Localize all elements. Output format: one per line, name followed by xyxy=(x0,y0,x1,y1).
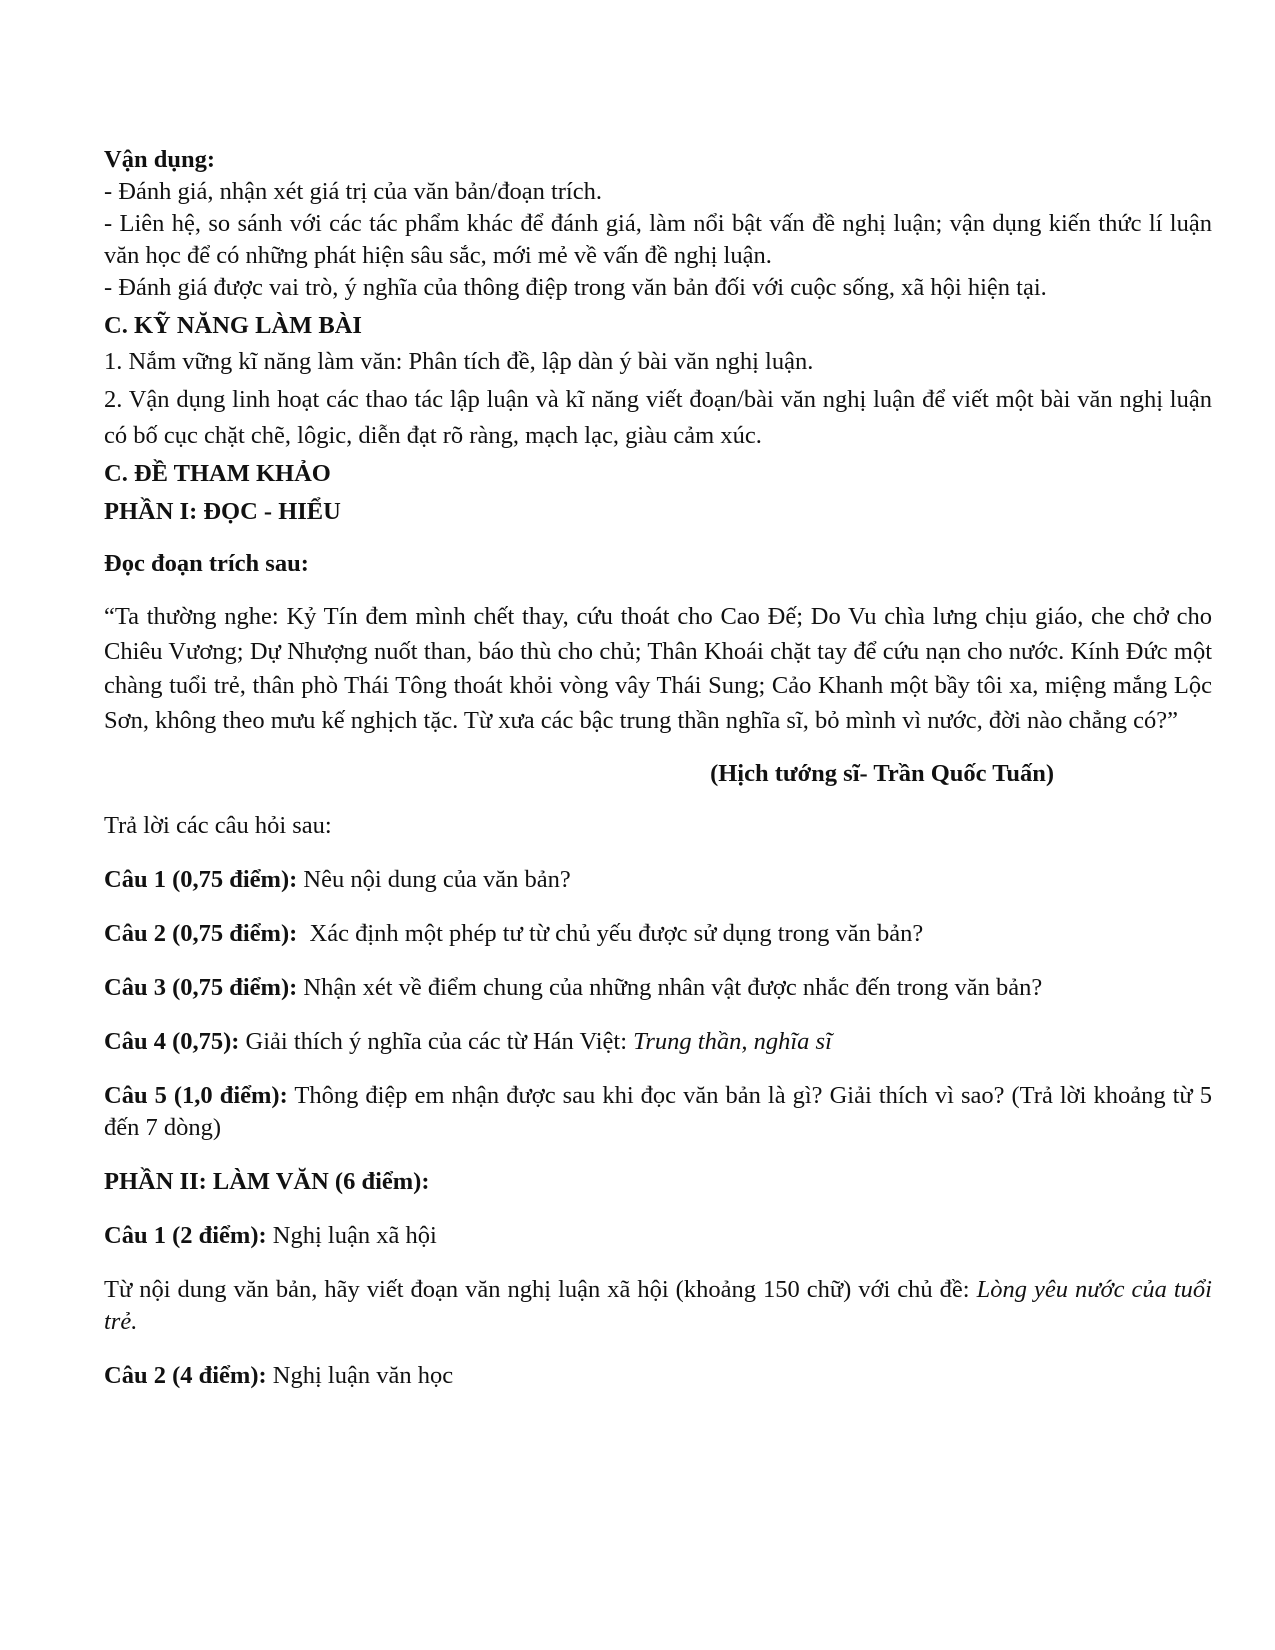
document-page xyxy=(104,144,1212,1392)
apply-heading: Vận dụng: xyxy=(104,146,215,173)
apply-item-3: - Đánh giá được vai trò, ý nghĩa của thông điệp trong văn bản đối với cuộc sống, xã hội hiện tại. xyxy=(104,274,1047,301)
part1-heading: PHẦN I: ĐỌC - HIỂU xyxy=(104,498,341,525)
apply-item-2: - Liên hệ, so sánh với các tác phẩm khác để đánh giá, làm nổi bật vấn đề nghị luận; vận dụng kiến thức lí luận văn học để có những phát hiện sâu sắc, mới mẻ về vấn đề nghị luận. xyxy=(104,210,1212,269)
question-4 xyxy=(104,1026,1212,1058)
question-5-text: Thông điệp em nhận được sau khi đọc văn bản là gì? Giải thích vì sao? (Trả lời khoảng từ 5 đến 7 dòng) xyxy=(104,1082,1213,1141)
essay-question-1-text: Nghị luận xã hội xyxy=(266,1222,437,1249)
question-3-text: Nhận xét về điểm chung của những nhân vật được nhắc đến trong văn bản? xyxy=(297,974,1043,1001)
excerpt-passage: “Ta thường nghe: Kỷ Tín đem mình chết thay, cứu thoát cho Cao Đế; Do Vu chìa lưng chịu giáo, che chở cho Chiêu Vương; Dự Nhượng nuốt than, báo thù cho chủ; Thân Khoái chặt tay để cứu nạn cho nước. Kính Đức một chàng tuổi trẻ, thân phò Thái Tông thoát khỏi vòng vây Thái Sung; Cảo Khanh một bầy tôi xa, miệng mắng Lộc Sơn, không theo mưu kế nghịch tặc. Từ xưa các bậc trung thần nghĩa sĩ, bỏ mình vì nước, đời nào chẳng có?” xyxy=(104,603,1212,734)
question-2 xyxy=(104,918,1212,950)
question-2-label: Câu 2 (0,75 điểm): xyxy=(104,920,298,947)
essay-question-2-text: Nghị luận văn học xyxy=(266,1362,454,1389)
essay-question-1-body xyxy=(104,1274,1212,1338)
essay-question-1 xyxy=(104,1220,1212,1252)
reference-heading: C. ĐỀ THAM KHẢO xyxy=(104,460,331,487)
question-2-text: Xác định một phép tư từ chủ yếu được sử dụng trong văn bản? xyxy=(297,920,924,947)
question-3-label: Câu 3 (0,75 điểm): xyxy=(104,974,298,1001)
skills-item-2: 2. Vận dụng linh hoạt các thao tác lập luận và kĩ năng viết đoạn/bài văn nghị luận để viết một bài văn nghị luận có bố cục chặt chẽ, lôgic, diễn đạt rõ ràng, mạch lạc, giàu cảm xúc. xyxy=(104,386,1212,449)
essay-question-2 xyxy=(104,1360,1212,1392)
question-1 xyxy=(104,864,1212,896)
essay-question-2-label: Câu 2 (4 điểm): xyxy=(104,1362,267,1389)
essay-question-1-prompt: Từ nội dung văn bản, hãy viết đoạn văn nghị luận xã hội (khoảng 150 chữ) với chủ đề: xyxy=(104,1276,977,1303)
question-1-text: Nêu nội dung của văn bản? xyxy=(297,866,571,893)
excerpt-source: (Hịch tướng sĩ- Trần Quốc Tuấn) xyxy=(710,760,1054,787)
question-1-label: Câu 1 (0,75 điểm): xyxy=(104,866,298,893)
question-5 xyxy=(104,1080,1212,1144)
part1-instruction: Đọc đoạn trích sau: xyxy=(104,550,309,577)
essay-question-1-label: Câu 1 (2 điểm): xyxy=(104,1222,267,1249)
question-4-label: Câu 4 (0,75): xyxy=(104,1028,240,1055)
question-4-terms: Trung thần, nghĩa sĩ xyxy=(633,1028,832,1055)
skills-heading: C. KỸ NĂNG LÀM BÀI xyxy=(104,312,362,339)
apply-item-1: - Đánh giá, nhận xét giá trị của văn bản/đoạn trích. xyxy=(104,178,602,205)
questions-prompt: Trả lời các câu hỏi sau: xyxy=(104,812,332,839)
question-4-text: Giải thích ý nghĩa của các từ Hán Việt: xyxy=(239,1028,634,1055)
essay-question-1-topic: Lòng yêu nước của tuổi trẻ. xyxy=(104,1276,1212,1335)
question-3 xyxy=(104,972,1212,1004)
skills-item-1: 1. Nắm vững kĩ năng làm văn: Phân tích đề, lập dàn ý bài văn nghị luận. xyxy=(104,348,814,375)
question-5-label: Câu 5 (1,0 điểm): xyxy=(104,1082,288,1109)
part2-heading: PHẦN II: LÀM VĂN (6 điểm): xyxy=(104,1168,430,1195)
